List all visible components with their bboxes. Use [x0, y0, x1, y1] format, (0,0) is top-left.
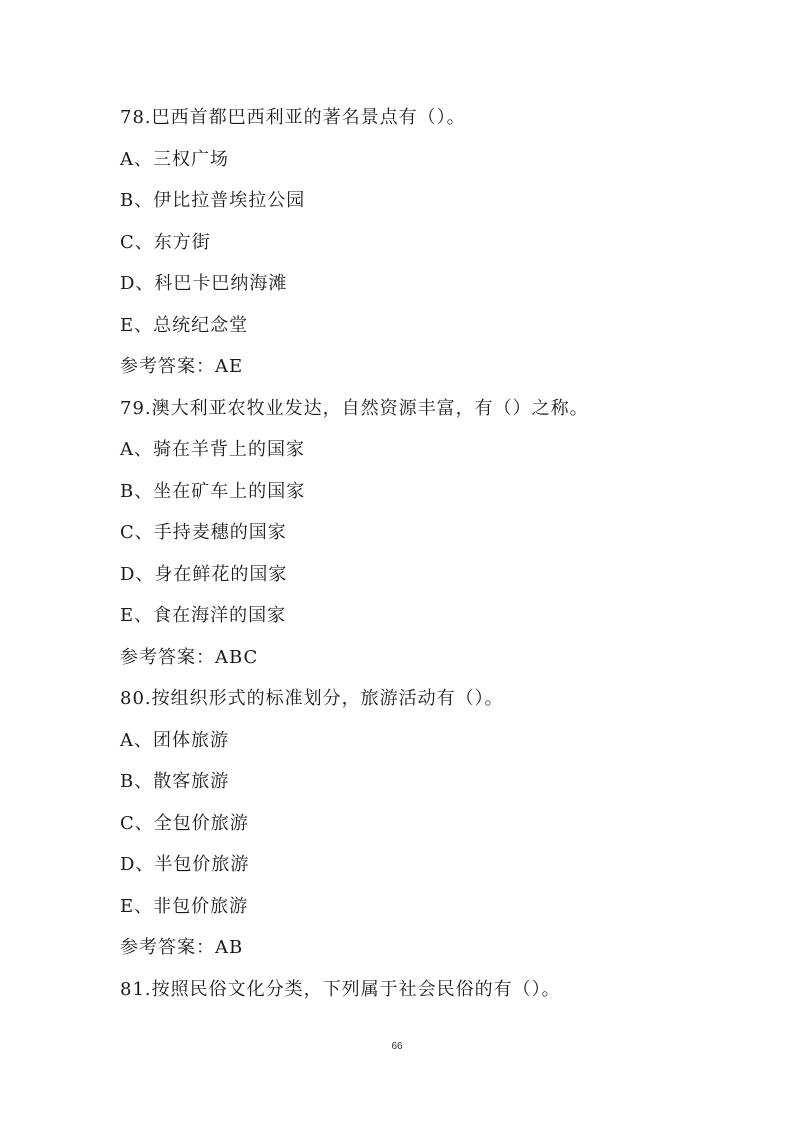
q79-option-b: B、坐在矿车上的国家 — [120, 481, 306, 502]
q78-option-a: A、三权广场 — [120, 149, 229, 170]
q78-option-b: B、伊比拉普埃拉公园 — [120, 190, 306, 211]
q80-option-c: C、全包价旅游 — [120, 813, 249, 834]
q80-answer: 参考答案：AB — [120, 937, 244, 958]
q78-option-d: D、科巴卡巴纳海滩 — [120, 273, 288, 294]
q78-option-c: C、东方街 — [120, 232, 211, 253]
q80-option-a: A、团体旅游 — [120, 730, 229, 751]
q79-option-c: C、手持麦穗的国家 — [120, 522, 287, 543]
q78-answer: 参考答案：AE — [120, 356, 244, 377]
question-78-text: 78.巴西首都巴西利亚的著名景点有（）。 — [120, 107, 466, 128]
q80-option-b: B、散客旅游 — [120, 771, 230, 792]
q80-option-d: D、半包价旅游 — [120, 854, 250, 875]
q79-option-d: D、身在鲜花的国家 — [120, 564, 288, 585]
q79-answer: 参考答案：ABC — [120, 647, 259, 668]
q79-option-e: E、食在海洋的国家 — [120, 605, 287, 626]
question-79-text: 79.澳大利亚农牧业发达，自然资源丰富，有（）之称。 — [120, 398, 589, 419]
q80-option-e: E、非包价旅游 — [120, 896, 249, 917]
q78-option-e: E、总统纪念堂 — [120, 315, 249, 336]
q79-option-a: A、骑在羊背上的国家 — [120, 439, 305, 460]
question-81-text: 81.按照民俗文化分类，下列属于社会民俗的有（）。 — [120, 979, 561, 1000]
question-80-text: 80.按组织形式的标准划分，旅游活动有（）。 — [120, 688, 504, 709]
page-number: 66 — [391, 1041, 403, 1052]
